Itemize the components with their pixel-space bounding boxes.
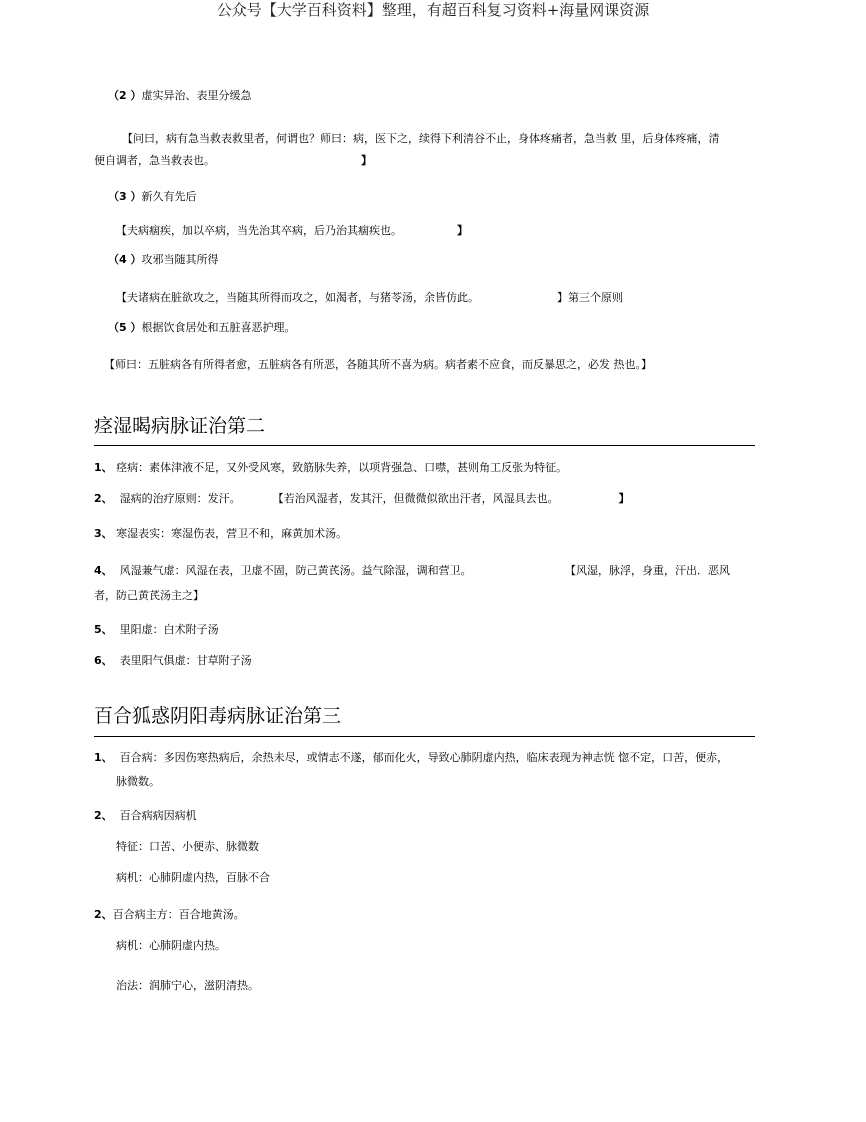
s3-item-2-feature: 特征：口苦、小便赤、脉微数 [116, 840, 259, 853]
point-3-title: 新久有先后 [141, 190, 197, 203]
point-4 [108, 253, 218, 267]
s2-item-5-number: 5、 [94, 623, 113, 636]
s2-item-2-number: 2、 [94, 492, 113, 505]
quote-3-text: 【夫诸病在脏欲攻之，当随其所得而攻之，如渴者，与猪苓汤，余皆仿此。 [116, 291, 479, 304]
s2-item-1 [94, 461, 567, 475]
s3-item-2-pathogenesis: 病机：心肺阴虚内热，百脉不合 [116, 871, 270, 884]
s3-item-2-number: 2、 [94, 809, 113, 822]
s3-item-2 [94, 809, 197, 823]
s3-item-3-pathogenesis: 病机：心肺阴虚内热。 [116, 939, 226, 952]
s2-item-1-text: 痉病：素体津液不足，又外受风寒，致筋脉失养，以项背强急、口噤，甚则角工反张为特征。 [116, 461, 568, 474]
quote-3-close: 】第三个原则 [557, 291, 623, 304]
point-5-title: 根据饮食居处和五脏喜恶护理。 [141, 321, 296, 334]
section-2-title: 痉湿暍病脉证治第二 [94, 415, 266, 437]
s2-item-4-text: 风湿兼气虚：风湿在表，卫虚不固，防己黄芪汤。益气除湿，调和营卫。 [119, 564, 472, 577]
s2-item-2-quote: 【若治风湿者，发其汗，但微微似欲出汗者，风湿具去也。 [272, 492, 559, 505]
point-3-number: （3 ） [108, 190, 142, 203]
s2-item-6-text: 表里阳气俱虚：甘草附子汤 [119, 654, 252, 667]
s2-item-4 [94, 564, 472, 578]
quote-3 [116, 291, 623, 305]
quote-2-close: 】 [457, 224, 468, 237]
s3-item-3-treatment: 治法：润肺宁心，滋阴清热。 [116, 979, 259, 992]
s3-item-2-text: 百合病病因病机 [119, 809, 197, 822]
point-3 [108, 190, 196, 204]
section-3-title: 百合狐惑阴阳毒病脉证治第三 [94, 705, 342, 727]
quote-2-text: 【夫病痼疾，加以卒病，当先治其卒病，后乃治其痼疾也。 [116, 224, 402, 237]
s2-item-2 [94, 492, 630, 506]
page-header: 公众号【大学百科资料】整理，有超百科复习资料+海量网课资源 [216, 1, 650, 19]
s3-item-1 [94, 751, 728, 765]
s3-item-1-line-2: 脉微数。 [116, 775, 160, 788]
point-4-title: 攻邪当随其所得 [141, 253, 219, 266]
s2-item-4-line-2: 者，防己黄芪汤主之】 [94, 589, 204, 602]
s3-item-3 [94, 908, 245, 922]
s3-item-1-line-1: 百合病：多因伤寒热病后，余热未尽，或情志不遂，郁而化火，导致心肺阴虚内热，临床表现为神志恍 惚不定，口苦，便赤， [119, 751, 729, 764]
s2-item-6 [94, 654, 252, 668]
point-2 [108, 89, 251, 103]
quote-1-line-1: 【问曰，病有急当救表救里者，何谓也？师曰：病，医下之，续得下利清谷不止，身体疼痛者，急当救 里，后身体疼痛，清 [122, 132, 720, 145]
s2-item-4-number: 4、 [94, 564, 113, 577]
s3-item-3-number: 2、 [94, 908, 113, 921]
s2-item-6-number: 6、 [94, 654, 113, 667]
quote-1-close: 】 [361, 154, 372, 167]
point-5 [108, 321, 295, 335]
s2-item-2-text: 湿病的治疗原则：发汗。 [119, 492, 241, 505]
point-2-title: 虚实异治、表里分缓急 [141, 89, 252, 102]
section-2-rule [94, 445, 755, 446]
s3-item-1-number: 1、 [94, 751, 113, 764]
quote-1-line-2 [94, 154, 372, 168]
s2-item-5 [94, 623, 219, 637]
s2-item-3 [94, 527, 347, 541]
s2-item-1-number: 1、 [94, 461, 113, 474]
s2-item-4-quote: 【风湿，脉浮，身重，汗出．恶风 [565, 564, 730, 577]
quote-4: 【师曰：五脏病各有所得者愈，五脏病各有所恶，各随其所不喜为病。病者素不应食，而反暴思之，必发 热也。】 [104, 358, 652, 371]
point-4-number: （4 ） [108, 253, 142, 266]
quote-1-line-2-text: 便自调者，急当救表也。 [94, 154, 215, 167]
s2-item-3-number: 3、 [94, 527, 113, 540]
point-2-number: （2 ） [108, 89, 142, 102]
point-5-number: （5 ） [108, 321, 142, 334]
s2-item-5-text: 里阳虚：白术附子汤 [119, 623, 219, 636]
section-3-rule [94, 736, 755, 737]
s2-item-3-text: 寒湿表实：寒湿伤表，营卫不和，麻黄加术汤。 [116, 527, 348, 540]
s3-item-3-text: 百合病主方：百合地黄汤。 [112, 908, 245, 921]
quote-2 [116, 224, 468, 238]
s2-item-2-close: 】 [618, 492, 630, 505]
